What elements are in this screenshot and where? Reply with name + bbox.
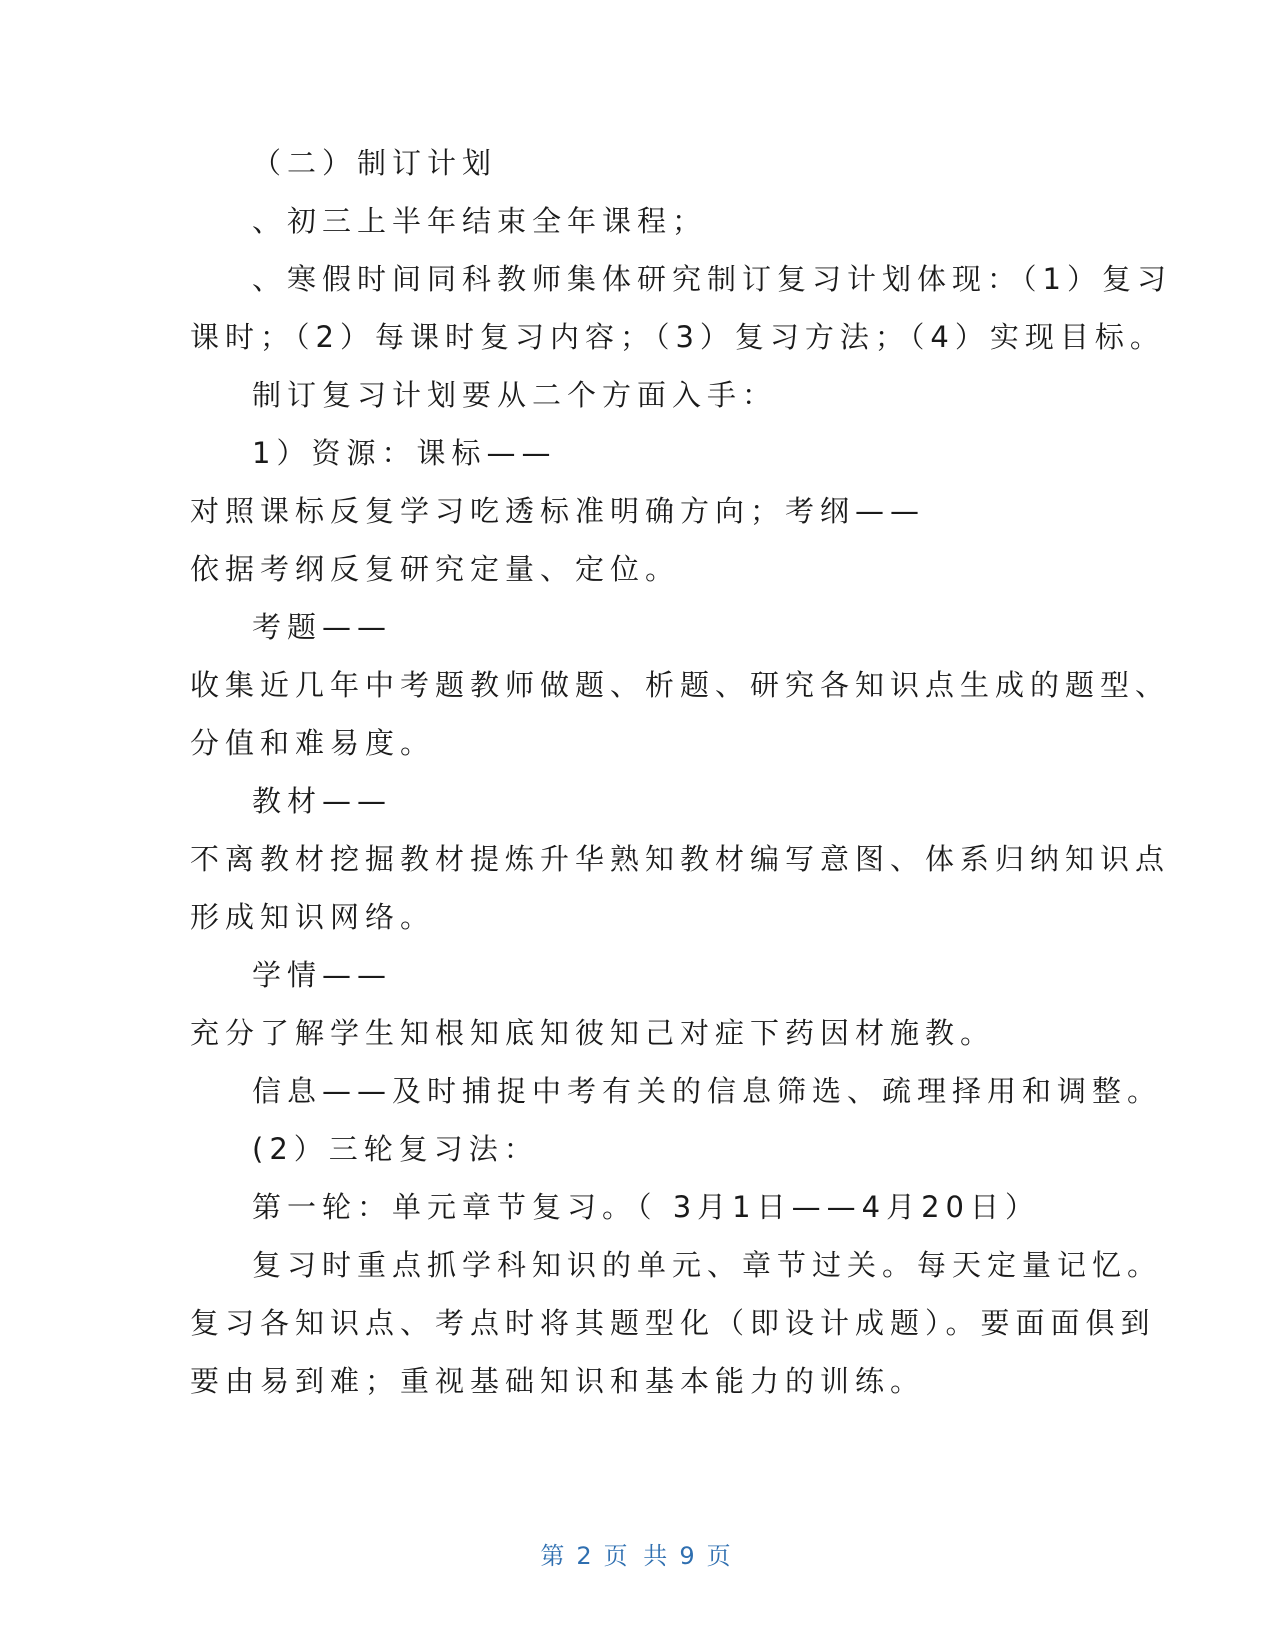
paragraph-line: 制订复习计划要从二个方面入手： bbox=[252, 378, 778, 412]
footer-total-pages: 9 bbox=[679, 1542, 699, 1570]
section-heading: （二）制订计划 bbox=[252, 146, 498, 180]
page-footer bbox=[0, 1540, 1275, 1572]
paragraph-line: 考题—— bbox=[252, 610, 393, 644]
paragraph-line: 学情—— bbox=[252, 958, 393, 992]
paragraph-line: 不离教材挖掘教材提炼升华熟知教材编写意图、体系归纳知识点 bbox=[190, 842, 1171, 876]
paragraph-line: 复习各知识点、考点时将其题型化（即设计成题）。要面面俱到 bbox=[190, 1306, 1156, 1340]
paragraph-line: 第一轮：单元章节复习。（ 3月1日——4月20日） bbox=[252, 1190, 1040, 1224]
paragraph-line: 、初三上半年结束全年课程； bbox=[252, 204, 708, 238]
footer-prefix: 第 bbox=[540, 1542, 569, 1570]
paragraph-line: 分值和难易度。 bbox=[190, 726, 436, 760]
paragraph-line: 1）资源：课标—— bbox=[252, 436, 557, 470]
paragraph-line: 教材—— bbox=[252, 784, 393, 818]
paragraph-line: 信息——及时捕捉中考有关的信息筛选、疏理择用和调整。 bbox=[252, 1074, 1163, 1108]
footer-current-page: 2 bbox=[576, 1542, 596, 1570]
paragraph-line: 充分了解学生知根知底知彼知己对症下药因材施教。 bbox=[190, 1016, 996, 1050]
paragraph-line: 形成知识网络。 bbox=[190, 900, 436, 934]
paragraph-line: 要由易到难；重视基础知识和基本能力的训练。 bbox=[190, 1364, 926, 1398]
paragraph-line: 收集近几年中考题教师做题、析题、研究各知识点生成的题型、 bbox=[190, 668, 1171, 702]
paragraph-line: 课时；（2）每课时复习内容；（3）复习方法；（4）实现目标。 bbox=[190, 320, 1165, 354]
paragraph-line: 、寒假时间同科教师集体研究制订复习计划体现：（1）复习 bbox=[252, 262, 1172, 296]
paragraph-line: 复习时重点抓学科知识的单元、章节过关。每天定量记忆。 bbox=[252, 1248, 1163, 1282]
paragraph-line: (2）三轮复习法： bbox=[252, 1132, 539, 1166]
footer-suffix: 页 bbox=[706, 1542, 735, 1570]
footer-middle: 页 共 bbox=[603, 1542, 672, 1570]
paragraph-line: 依据考纲反复研究定量、定位。 bbox=[190, 552, 681, 586]
paragraph-line: 对照课标反复学习吃透标准明确方向；考纲—— bbox=[190, 494, 926, 528]
